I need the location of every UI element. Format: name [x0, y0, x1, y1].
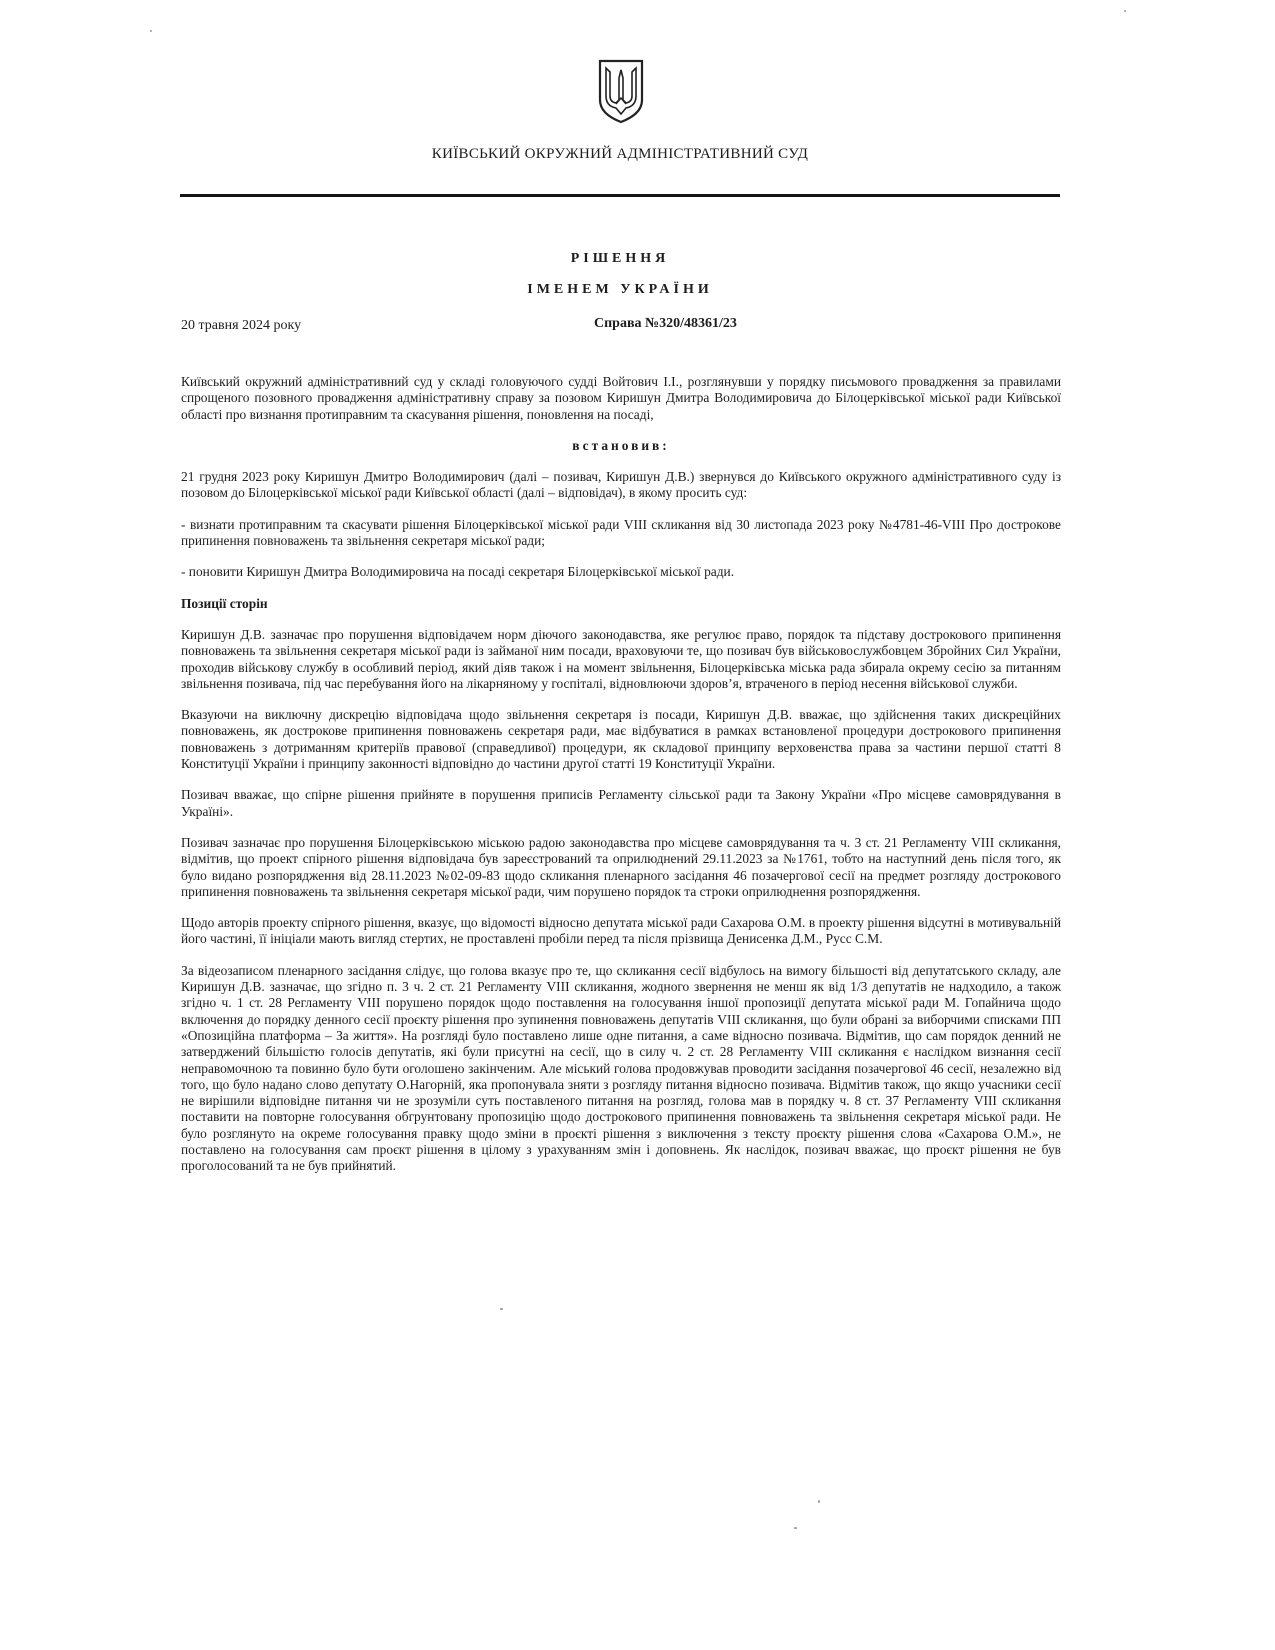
decision-body: [181, 374, 1061, 1190]
ukraine-coat-of-arms-icon: [596, 58, 646, 125]
paragraph-authors: Щодо авторів проекту спірного рішення, вказує, що відомості відносно депутата міської ради Сахарова О.М. в проекту рішення відсутні в мотивувальній його частині, її ініціали мають вигляд стертих, не проставлені пробіли перед та після прізвища Денисенка Д.М., Русс С.М.: [181, 915, 1061, 947]
court-name: КИЇВСЬКИЙ ОКРУЖНИЙ АДМІНІСТРАТИВНИЙ СУД: [431, 146, 809, 162]
paragraph-plaintiff-position: Киришун Д.В. зазначає про порушення відповідачем норм діючого законодавства, яке регулює право, порядок та підставу дострокового припинення повноважень та звільнення секретаря міської ради із займаної ним посади, враховуючи те, що позивач був військовослужбовцем Збройних Сил України, проходив військову службу в особливий період, який діяв також і на момент звільнення, Білоцерківська міська рада збирала окрему сесію за питанням звільнення позивача, під час перебування його на лікарняному у госпіталі, відновлюючи здоров’я, втраченого в період несення військової служби.: [181, 626, 1061, 691]
paragraph-regulation: Позивач вважає, що спірне рішення прийняте в порушення приписів Регламенту сільської ради та Закону України «Про місцеве самоврядування в Україні».: [181, 787, 1061, 819]
paragraph-request-1: - визнати протиправним та скасувати рішення Білоцерківської міської ради VIII скликання від 30 листопада 2023 року №4781-46-VIII Про дострокове припинення повноважень та звільнення секретаря міської ради;: [181, 516, 1061, 549]
header-divider: [180, 194, 1060, 197]
decision-date: 20 травня 2024 року: [181, 318, 302, 333]
positions-heading: Позиції сторін: [181, 595, 268, 611]
paragraph-request-2: - поновити Киришун Дмитра Володимировича на посаді секретаря Білоцерківської міської ради.: [181, 564, 735, 580]
scan-speck: [1124, 10, 1126, 12]
case-number: Справа №320/48361/23: [594, 316, 737, 331]
document-type: РІШЕННЯ: [570, 251, 670, 266]
paragraph-publication: Позивач зазначає про порушення Білоцерківською міською радою законодавства про місцеве самоврядування та ч. 3 ст. 21 Регламенту VIII скликання, відмітив, що проект спірного рішення відповідача був зареєстрований та оприлюднений 29.11.2023 за №1761, тобто на наступний день після того, як було видано розпорядження від 28.11.2023 №02-09-83 щодо скликання пленарного засідання 46 позачергової сесії на предмет розгляду дострокового припинення повноважень та звільнення секретаря міської ради, чим порушено порядок та строки оприлюднення розпорядження.: [181, 834, 1061, 899]
paragraph-discretion: Вказуючи на виключну дискрецію відповідача щодо звільнення секретаря із посади, Киришун Д.В. вважає, що здійснення таких дискреційних повноважень, як дострокове припинення повноважень секретаря ради, має відбуватися в рамках встановленої процедури дострокового припинення повноважень з дотриманням критеріїв правової (справедливої) процедури, як складової принципу верховенства права за частини першої статті 8 Конституції України і принципу законності відповідно до частини другої статті 19 Конституції України.: [181, 707, 1061, 772]
scan-speck: [150, 30, 152, 32]
paragraph-video-record: За відеозаписом пленарного засідання слідує, що голова вказує про те, що скликання сесії відбулось на вимогу більшості від депутатського складу, але Киришун Д.В. зазначає, що згідно п. 3 ч. 2 ст. 21 Регламенту VIII скликання, жодного звернення не менш як від 1/3 депутатів не надходило, а також згідно ч. 1 ст. 28 Регламенту VIII порушено порядок щодо поставлення на голосування іншої пропозиції депутата міської ради М. Гопайнича щодо включення до порядку денного сесії проєкту рішення про зупинення повноважень депутатів VIII скликання, що були обрані за виборчими списками ПП «Опозиційна платформа – За життя». На розгляді було поставлено лише одне питання, а саме відносно позивача. Відмітив, що сам порядок денний не затверджений більшістю голосів депутатів, які були присутні на сесії, що в силу ч. 2 ст. 28 Регламенту VIII скликання є наслідком визнання сесії неправомочною та повинно було бути оголошено закінченим. Але міський голова продовжував проводити засідання позачергової 46 сесії, незалежно від того, що було надано слово депутату О.Нагорній, яка пропонувала зняти з розгляду питання відносно позивача. Відмітив також, що якщо учасники сесії не вирішили відповідне питання чи не зрозуміли суть поставленого питання на розгляд, голова мав в порядку ч. 8 ст. 37 Регламенту VIII скликання поставити на повторне голосування обгрунтовану пропозицію щодо дострокового припинення повноважень та звільнення секретаря міської ради. Не було розглянуто на окреме голосування правку щодо зміни в проєкті рішення з виключення з тексту проєкту рішення слова «Сахарова О.М.», не поставлено на голосування сам проєкт рішення в цілому з урахуванням змін і доповнень. Як наслідок, позивач вважає, що проєкт рішення не був проголосований та не був прийнятий.: [181, 962, 1061, 1174]
scan-speck: [818, 1500, 820, 1503]
document-subtitle: ІМЕНЕМ УКРАЇНИ: [527, 282, 713, 297]
intro-paragraph: Київський окружний адміністративний суд у складі головуючого судді Войтович І.І., розглянувши у порядку письмового провадження за правилами спрощеного позовного провадження адміністративну справу за позовом Киришун Дмитра Володимировича до Білоцерківської міської ради Київської області про визнання протиправним та скасування рішення, поновлення на посаді,: [181, 374, 1061, 422]
established-heading: встановив:: [572, 437, 670, 453]
scan-speck: [500, 1308, 503, 1310]
scan-speck: [794, 1527, 797, 1529]
paragraph-claim: 21 грудня 2023 року Киришун Дмитро Володимирович (далі – позивач, Киришун Д.В.) звернувся до Київського окружного адміністративного суду із позовом до Білоцерківської міської ради Київської області (далі – відповідач), в якому просить суд:: [181, 469, 1061, 501]
